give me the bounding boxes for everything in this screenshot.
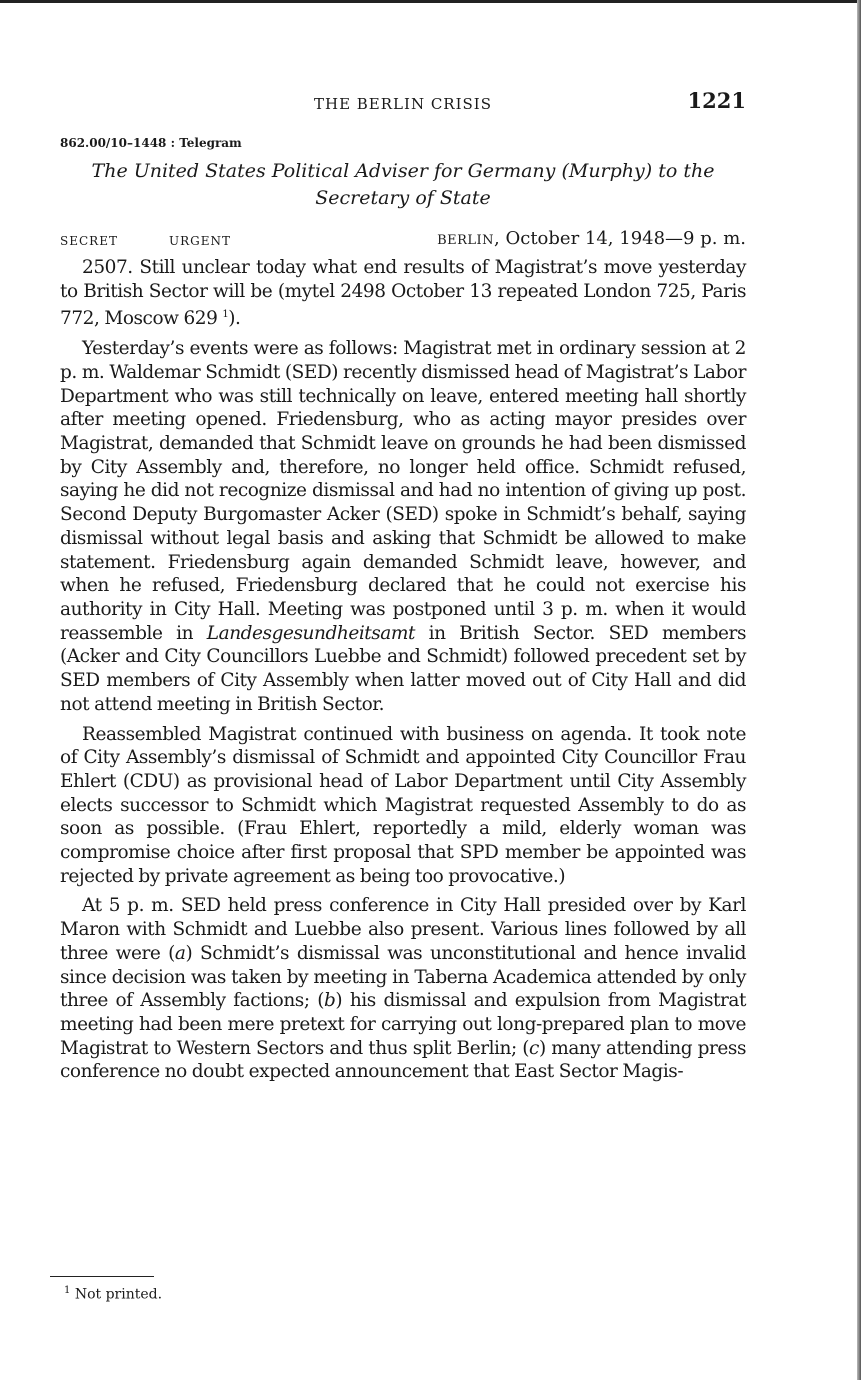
footnote <box>64 1285 162 1303</box>
dateline-city: BERLIN <box>437 233 495 248</box>
page-binding-edge <box>857 0 861 1380</box>
dateline-date: , October 14, 1948—9 p. m. <box>494 228 746 249</box>
dateline <box>437 228 746 249</box>
file-reference: 862.00/10–1448 : Telegram <box>60 136 242 150</box>
classification-label: SECRET <box>60 234 118 248</box>
paragraph-1-end: ). <box>228 308 241 330</box>
paragraph-1 <box>60 256 746 331</box>
paragraph-4-text-c: ) his dismissal and expulsion from Magistrat meeting had been mere pretext for carrying out long-prepared plan to move Magistrat to Western Sectors and thus split Berlin; ( <box>60 990 746 1059</box>
paragraph-4-text-d: ) many attending press conference no doubt expected announcement that East Sector Magis- <box>60 1037 746 1083</box>
paragraph-2 <box>60 337 746 716</box>
paragraph-2-end: in British Sector. SED members (Acker and City Councillors Luebbe and Schmidt) followed precedent set by SED members of City Assembly when latter moved out of City Hall and did not attend meeting in British Sector. <box>60 622 746 715</box>
footnote-marker: 1 <box>64 1285 71 1296</box>
running-title: THE BERLIN CRISIS <box>313 95 493 113</box>
page-number: 1221 <box>687 88 746 113</box>
running-header <box>60 88 746 122</box>
document-heading <box>60 158 746 212</box>
paragraph-1-text: 2507. Still unclear today what end results of Magistrat’s move yesterday to British Sector will be (mytel 2498 October 13 repeated London 725, Paris 772, Moscow 629 <box>60 257 746 330</box>
list-marker-c: c <box>529 1037 539 1059</box>
footnote-rule <box>50 1276 154 1277</box>
document-page <box>60 88 746 1084</box>
urgency-label: URGENT <box>169 234 231 248</box>
paragraph-3: Reassembled Magistrat continued with business on agenda. It took note of City Assembly’s dismissal of Schmidt and appointed City Councillor Frau Ehlert (CDU) as provisional head of Labor Department until City Assembly elects successor to Schmidt which Magistrat requested Assembly to do as soon as possible. (Frau Ehlert, reportedly a mild, elderly woman was compromise choice after first proposal that SPD member be appointed was rejected by private agreement as being too provocative.) <box>60 723 746 887</box>
footnote-text: Not printed. <box>74 1286 163 1303</box>
telegram-metadata-line <box>60 228 746 254</box>
paragraph-2-text: Yesterday’s events were as follows: Magistrat met in ordinary session at 2 p. m. Waldemar Schmidt (SED) recently dismissed head of Magistrat’s Labor Department who was still technically on leave, entered meeting hall shortly after meeting opened. Friedensburg, who as acting mayor presides over Magistrat, demanded that Schmidt leave on grounds he had been dismissed by City Assembly and, therefore, no longer held office. Schmidt refused, saying he did not recognize dismissal and had no intention of giving up post. Second Deputy Burgomaster Acker (SED) spoke in Schmidt’s behalf, saying dismissal without legal basis and asking that Schmidt be allowed to make statement. Friedensburg again demanded Schmidt leave, however, and when he refused, Friedensburg declared that he could not exercise his authority in City Hall. Meeting was postponed until 3 p. m. when it would reassemble in <box>60 338 746 644</box>
list-marker-a: a <box>174 942 186 964</box>
paragraph-4-text-b: ) Schmidt’s dismissal was unconstitutional and hence invalid since decision was taken by meeting in Taberna Academica attended by only three of Assembly factions; ( <box>60 942 746 1012</box>
paragraph-4 <box>60 894 746 1084</box>
list-marker-b: b <box>324 990 336 1012</box>
paragraph-4-text-a: At 5 p. m. SED held press conference in City Hall presided over by Karl Maron with Schmidt and Luebbe also present. Various lines followed by all three were ( <box>60 895 746 964</box>
telegram-body <box>60 256 746 1084</box>
paragraph-2-italic: Landesgesundheitsamt <box>206 622 415 644</box>
top-edge-rule <box>0 0 861 3</box>
footnote-reference: 1 <box>222 309 229 321</box>
heading-line-1: The United States Political Adviser for Germany (Murphy) to the <box>91 160 715 182</box>
heading-line-2: Secretary of State <box>315 187 491 209</box>
